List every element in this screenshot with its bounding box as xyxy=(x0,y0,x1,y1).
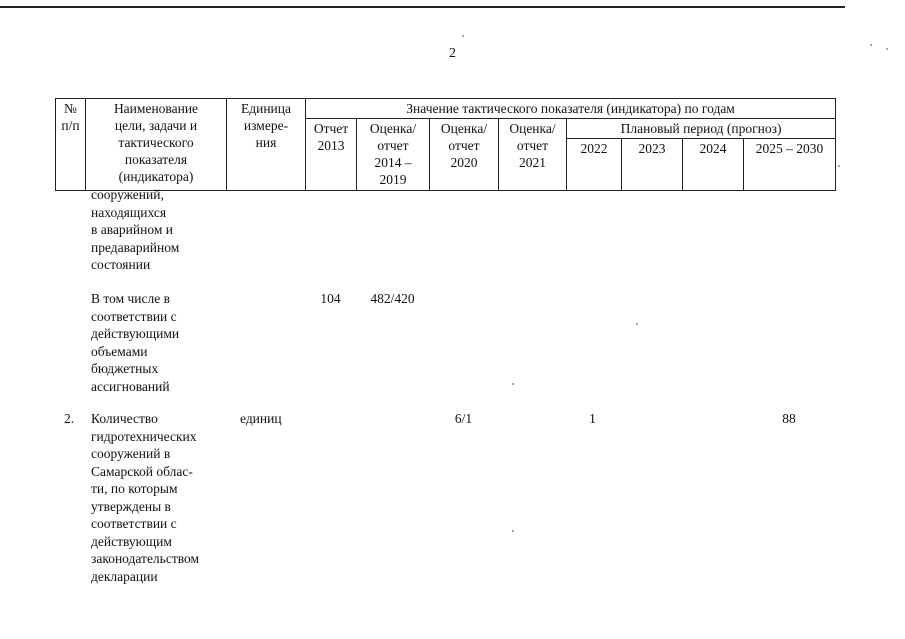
header-unit: Единица измере- ния xyxy=(227,99,306,191)
row-2-year-2025-2030: 88 xyxy=(782,411,796,426)
row-2-estimate-2020: 6/1 xyxy=(454,411,473,426)
scan-speck xyxy=(870,44,872,46)
row-budget-report-2013: 104 xyxy=(320,291,341,306)
scan-speck xyxy=(886,48,888,50)
header-year-2023: 2023 xyxy=(622,139,683,191)
row-2-name: Количество гидротехнических сооружений в Самарской облас- ти, по которым утверждены в соответствии с действующим законодательством декларации xyxy=(91,411,200,584)
row-name-continued: сооружений, находящихся в аварийном и предаварийном состоянии xyxy=(91,187,180,272)
header-report-2013: Отчет 2013 xyxy=(306,119,357,191)
scan-speck xyxy=(512,383,514,385)
scan-speck xyxy=(636,323,638,325)
header-estimate-2021: Оценка/ отчет 2021 xyxy=(499,119,567,191)
scan-speck xyxy=(512,530,514,532)
header-estimate-2020: Оценка/ отчет 2020 xyxy=(430,119,499,191)
top-border-line xyxy=(0,6,845,8)
row-2-year-2022: 1 xyxy=(589,411,596,426)
scan-speck xyxy=(838,165,840,167)
header-year-2022: 2022 xyxy=(567,139,622,191)
row-2-unit: единиц xyxy=(240,411,282,426)
page-number: 2 xyxy=(449,46,456,61)
header-name: Наименование цели, задачи и тактического показателя (индикатора) xyxy=(86,99,227,191)
row-name-budget: В том числе в соответствии с действующими объемами бюджетных ассигнований xyxy=(91,291,180,394)
indicator-table-header xyxy=(55,98,836,191)
scan-speck xyxy=(462,35,464,37)
row-budget-estimate-2014-2019: 482/420 xyxy=(370,291,415,306)
header-year-2024: 2024 xyxy=(683,139,744,191)
header-planned-period: Плановый период (прогноз) xyxy=(567,119,836,139)
row-2-num: 2. xyxy=(64,411,75,426)
header-estimate-2014-2019: Оценка/ отчет 2014 – 2019 xyxy=(357,119,430,191)
header-num: № п/п xyxy=(56,99,86,191)
header-values-title: Значение тактического показателя (индикатора) по годам xyxy=(306,99,836,119)
header-year-2025-2030: 2025 – 2030 xyxy=(744,139,836,191)
